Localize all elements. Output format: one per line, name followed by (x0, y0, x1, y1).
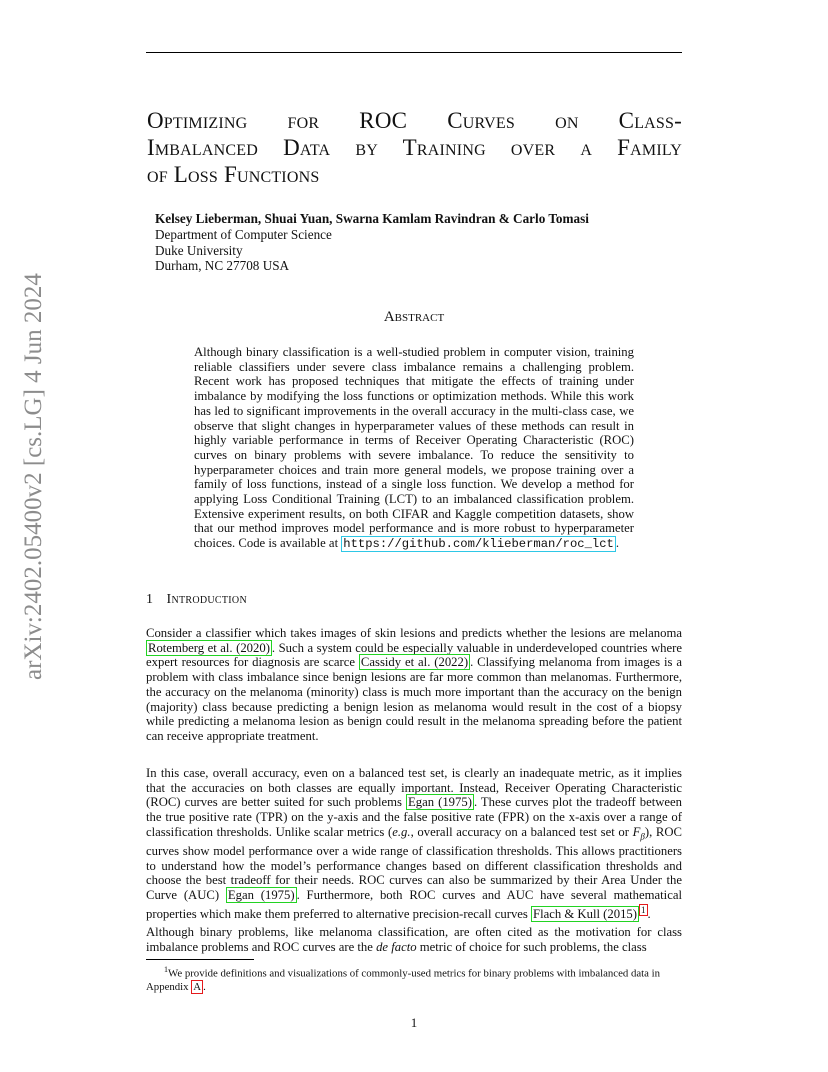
title-line-1: Optimizing for ROC Curves on Class- (147, 108, 682, 133)
footnote-text: We provide definitions and visualizations of commonly-used metrics for binary problems with imbalanced data in Appendix (146, 967, 661, 993)
title-line-3: of Loss Functions (147, 162, 320, 187)
citation-cassidy[interactable]: Cassidy et al. (2022) (360, 655, 469, 670)
affiliation-university: Duke University (155, 242, 243, 258)
arxiv-identifier: arXiv:2402.05400v2 [cs.LG] 4 Jun 2024 (20, 273, 47, 680)
page-number: 1 (410, 1015, 418, 1030)
abstract-body: Although binary classification is a well-studied problem in computer vision, training reliable classifiers under severe class imbalance remains a challenging problem. Recent work has proposed techniques that mitigate the effects of training under imbalance by modifying the loss functions or optimization methods. While this work has led to significant improvements in the overall accuracy in the multi-class case, we observe that slight changes in hyperparameter values of these methods can result in highly variable performance in terms of Receiver Operating Characteristic (ROC) curves on binary problems with severe imbalance. To reduce the sensitivity to hyperparameter choices and train more general models, we propose training over a family of loss functions, instead of a single loss function. We develop a method for applying Loss Conditional Training (LCT) to an imbalanced classification problem. Extensive experiment results, on both CIFAR and Kaggle competition datasets, show that our method improves model performance and is more robust to hyperparameter choices. Code is available at https://github.com/klieberman/roc_lct . (194, 345, 634, 552)
section-number: 1 (146, 592, 153, 607)
affiliation (155, 227, 555, 274)
header-rule (146, 52, 682, 53)
intro-paragraph-1 (146, 626, 682, 744)
footnote-rule (146, 959, 254, 960)
paper-title (147, 107, 682, 188)
footnote-mark: 1 (164, 965, 168, 974)
author-list: Kelsey Lieberman, Shuai Yuan, Swarna Kamlam Ravindran & Carlo Tomasi (155, 211, 589, 226)
intro-p2-text-e: . Furthermore, both ROC curves and AUC have several mathematical properties which make them preferred to alternative precision-recall curves (146, 888, 682, 922)
intro-p2-text-d: ), ROC curves show model performance over a wide range of classification thresholds. This allows practitioners to understand how the model’s performance changes based on different classification thresholds and choose the best tradeoff for their needs. ROC curves can also be summarized by their Area Under the Curve (AUC) (146, 824, 682, 903)
intro-p2-text-f: . (647, 907, 651, 922)
section-heading (146, 592, 247, 608)
citation-egan-1[interactable]: Egan (1975) (407, 795, 472, 810)
intro-p2-text-c: , overall accuracy on a balanced test set or (410, 824, 633, 839)
section-title: Introduction (166, 592, 247, 607)
intro-p1-text-a: Consider a classifier which takes images of skin lesions and predicts whether the lesions are melanoma (146, 626, 682, 640)
footnote-ref-1[interactable]: 1 (641, 904, 646, 915)
citation-rotemberg[interactable]: Rotemberg et al. (2020) (148, 640, 270, 655)
abstract-heading: Abstract (383, 309, 445, 325)
intro-p2-text-a: In this case, overall accuracy, even on a balanced test set, is clearly an inadequate metric, as it implies that the accuracies on both classes are equally important. Instead, Receiver Operating Characteristic (ROC) curves are better suited for such problems (146, 766, 682, 810)
intro-p3-text-b: metric of choice for such problems, the class (416, 939, 647, 954)
code-url-link[interactable]: https://github.com/klieberman/roc_lct (343, 537, 614, 552)
intro-p3-defacto: de facto (376, 939, 417, 954)
abstract-text: Although binary classification is a well-studied problem in computer vision, training reliable classifiers under severe class imbalance remains a challenging problem. Recent work has proposed techniques that mitigate the effects of training under imbalance by modifying the loss functions or optimization methods. While this work has led to significant improvements in the overall accuracy in the multi-class case, we observe that slight changes in hyperparameter values of these methods can result in highly variable performance in terms of Receiver Operating Characteristic (ROC) curves on binary problems with severe imbalance. To reduce the sensitivity to hyperparameter choices and train more general models, we propose training over a family of loss functions, instead of a single loss function. We develop a method for applying Loss Conditional Training (LCT) to an imbalanced classification problem. Extensive experiment results, on both CIFAR and Kaggle competition datasets, show that our method improves model performance and is more robust to hyperparameter choices. Code is available at (194, 345, 634, 551)
intro-p2-text-b: . These curves plot the tradeoff between the true positive rate (TPR) on the y-axis and the false positive rate (FPR) on the x-axis over a range of classification thresholds. Unlike scalar metrics ( (146, 795, 682, 839)
intro-p3-text-a: Although binary problems, like melanoma classification, are often cited as the motivation for class imbalance problems and ROC curves are the (146, 925, 682, 954)
appendix-a-link[interactable]: A (193, 980, 202, 993)
f-beta-sub: β (640, 831, 645, 842)
f-beta-symbol (632, 824, 645, 842)
footnote (146, 963, 682, 994)
citation-egan-2[interactable]: Egan (1975) (227, 888, 295, 903)
intro-p1-text-b: . Such a system could be especially valuable in underdeveloped countries where expert resources for diagnosis are scarce (146, 640, 682, 670)
title-line-2: Imbalanced Data by Training over a Family (147, 135, 682, 160)
f-beta-f: F (632, 824, 641, 839)
citation-flach-kull[interactable]: Flach & Kull (2015) (533, 907, 637, 922)
intro-paragraph-2 (146, 766, 682, 922)
affiliation-department: Department of Computer Science (155, 227, 332, 242)
footnote-end: . (203, 980, 206, 993)
affiliation-address: Durham, NC 27708 USA (155, 258, 290, 274)
intro-p2-eg: e.g. (392, 824, 411, 839)
intro-p1-text-c: . Classifying melanoma from images is a problem with class imbalance since benign lesions are far more common than melanomas. Furthermore, the accuracy on the melanoma (minority) class is much more important than the accuracy on the benign (majority) class because predicting a benign lesion as melanoma would result in the cost of a biopsy while predicting a melanoma lesion as benign could result in the melanoma spreading before the patient can receive appropriate treatment. (146, 655, 682, 743)
intro-paragraph-3 (146, 925, 682, 954)
